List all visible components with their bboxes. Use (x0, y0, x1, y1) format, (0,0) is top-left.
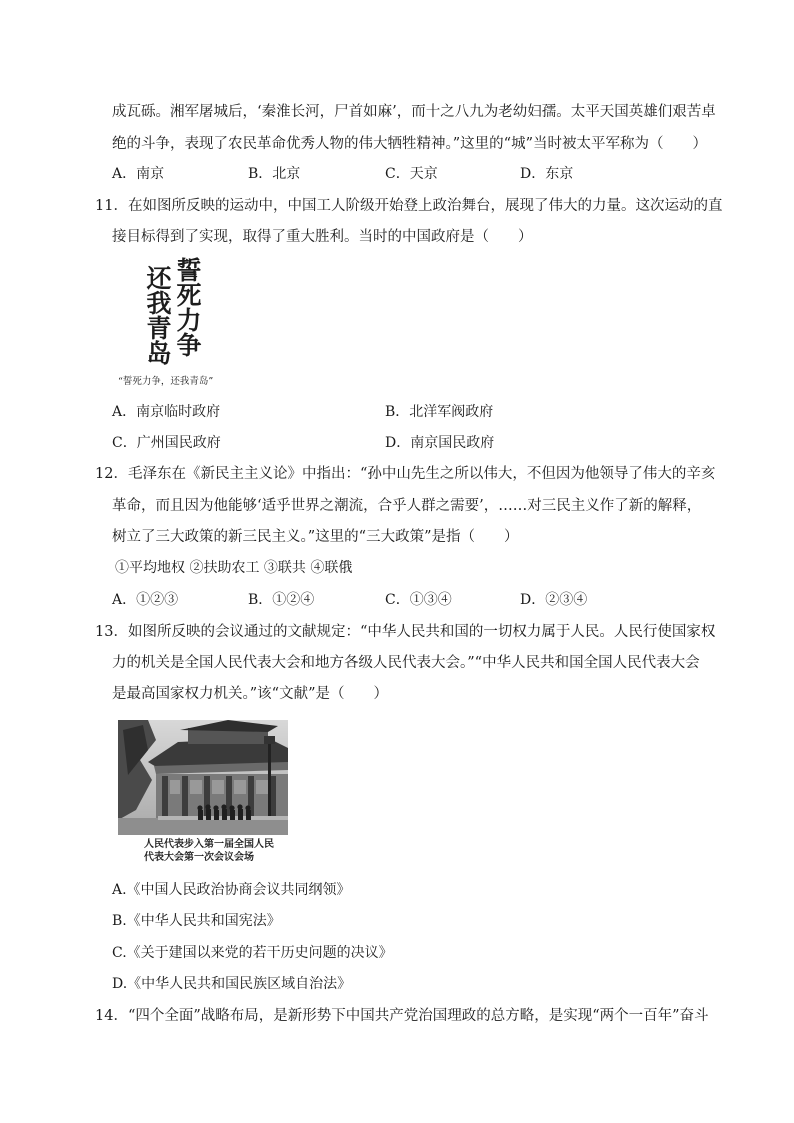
q11-text-line-2: 接目标得到了实现，取得了重大胜利。当时的中国政府是（ ） (112, 229, 533, 245)
q13-text-line-2: 力的机关是全国人民代表大会和地方各级人民代表大会。”“中华人民共和国全国人民代表大会 (112, 655, 700, 671)
q14-text-line-1: 14．“四个全面”战略布局，是新形势下中国共产党治国理政的总方略，是实现“两个一百年”奋斗 (95, 1008, 709, 1024)
q10-text-line-2: 绝的斗争，表现了农民革命优秀人物的伟大牺牲精神。”这里的“城”当时被太平军称为（ ） (112, 136, 707, 152)
q10-option-a: A．南京 (112, 166, 165, 182)
photo-caption-line-1: 人民代表步入第一届全国人民 (144, 839, 274, 850)
q13-option-a: A.《中国人民政治协商会议共同纲领》 (112, 882, 351, 898)
q11-option-b: B．北洋军阀政府 (385, 404, 494, 420)
q12-text-line-1: 12．毛泽东在《新民主主义论》中指出：“孙中山先生之所以伟大，不但因为他领导了伟大的辛亥 (95, 466, 716, 482)
congress-hall-photo (118, 720, 288, 835)
q11-option-a: A．南京临时政府 (112, 404, 221, 420)
q10-option-d: D．东京 (520, 166, 574, 182)
calligraphy-caption: “誓死力争，还我青岛” (118, 376, 214, 387)
photo-caption-line-2: 代表大会第一次会议会场 (144, 852, 254, 863)
calligraphy-figure (118, 255, 238, 383)
q12-option-c: C．①③④ (385, 592, 452, 608)
q12-option-d: D．②③④ (520, 592, 588, 608)
q12-option-a: A．①②③ (112, 592, 179, 608)
q12-option-b: B．①②④ (248, 592, 315, 608)
q12-text-line-3: 树立了三大政策的新三民主义。”这里的“三大政策”是指（ ） (112, 529, 519, 545)
q11-text-line-1: 11．在如图所反映的运动中，中国工人阶级开始登上政治舞台，展现了伟大的力量。这次运动的直 (95, 198, 723, 214)
q13-text-line-1: 13．如图所反映的会议通过的文献规定：“中华人民共和国的一切权力属于人民。人民行使国家权 (95, 624, 716, 640)
q12-text-line-2: 革命，而且因为他能够‘适乎世界之潮流，合乎人群之需要’，……对三民主义作了新的解释， (112, 498, 702, 514)
q10-option-c: C．天京 (385, 166, 438, 182)
calligraphy-left-column: 还我青岛 (143, 265, 172, 365)
calligraphy-right-column: 誓死力争 (173, 257, 202, 357)
q13-option-c: C.《关于建国以来党的若干历史问题的决议》 (112, 945, 393, 961)
q10-option-b: B．北京 (248, 166, 301, 182)
q13-option-d: D.《中华人民共和国民族区域自治法》 (112, 976, 352, 992)
q12-items: ①平均地权 ②扶助农工 ③联共 ④联俄 (115, 560, 353, 576)
q11-option-d: D．南京国民政府 (385, 435, 495, 451)
q10-text-line-1: 成瓦砾。湘军屠城后，‘秦淮长河，尸首如麻’，而十之八九为老幼妇孺。太平天国英雄们艰苦卓 (112, 104, 716, 120)
q11-option-c: C．广州国民政府 (112, 435, 221, 451)
q13-option-b: B.《中华人民共和国宪法》 (112, 913, 281, 929)
q13-text-line-3: 是最高国家权力机关。”该“文献”是（ ） (112, 686, 388, 702)
